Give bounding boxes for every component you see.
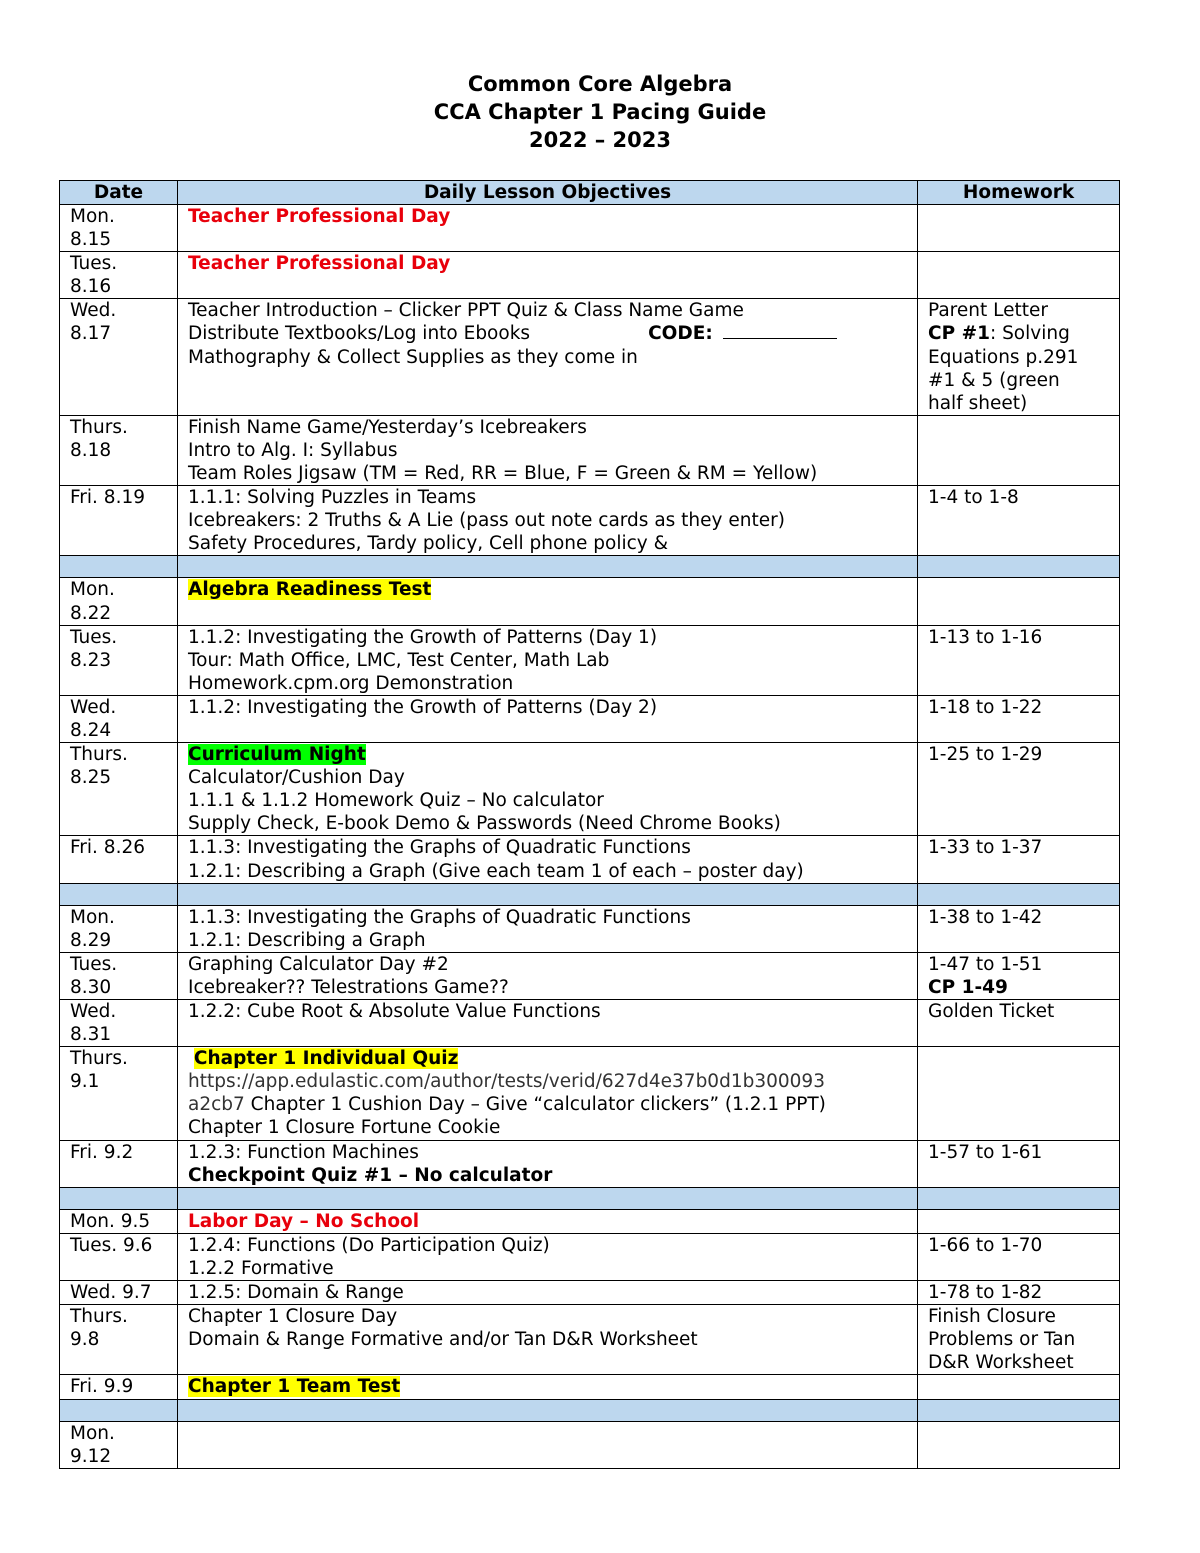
objectives-cell: 1.2.3: Function Machines Checkpoint Quiz #1 – No calculator	[178, 1140, 918, 1187]
table-row	[60, 486, 1120, 556]
table-row	[60, 625, 1120, 695]
objectives-cell: Labor Day – No School	[178, 1209, 918, 1233]
objectives-cell: Algebra Readiness Test	[178, 578, 918, 625]
table-row	[60, 415, 1120, 485]
homework-cell: 1-33 to 1-37	[918, 836, 1120, 883]
objectives-cell: Curriculum Night Calculator/Cushion Day 1.1.1 & 1.1.2 Homework Quiz – No calculator Supply Check, E-book Demo & Passwords (Need Chrome Books)	[178, 743, 918, 836]
school-year: 2022 – 2023	[528, 128, 672, 152]
homework-cell: 1-4 to 1-8	[918, 486, 1120, 556]
date-cell: Fri. 8.19	[60, 486, 178, 556]
date-cell: Fri. 9.9	[60, 1375, 178, 1399]
course-title: Common Core Algebra	[467, 72, 733, 96]
date-cell: Tues. 8.23	[60, 625, 178, 695]
table-row	[60, 1233, 1120, 1280]
column-header-homework: Homework	[918, 181, 1120, 205]
date-cell: Fri. 8.26	[60, 836, 178, 883]
table-row	[60, 1000, 1120, 1047]
table-row	[60, 952, 1120, 999]
objectives-cell: 1.1.2: Investigating the Growth of Patterns (Day 1) Tour: Math Office, LMC, Test Center, Math Lab Homework.cpm.org Demonstration	[178, 625, 918, 695]
objectives-cell: Teacher Professional Day	[178, 252, 918, 299]
document-title	[0, 70, 1200, 154]
date-cell: Thurs. 9.8	[60, 1305, 178, 1375]
quiz-link-continued[interactable]: a2cb7	[188, 1094, 245, 1116]
homework-cell: Golden Ticket	[918, 1000, 1120, 1047]
homework-cell: 1-18 to 1-22	[918, 695, 1120, 742]
column-header-date: Date	[60, 181, 178, 205]
column-header-objectives: Daily Lesson Objectives	[178, 181, 918, 205]
homework-cell: 1-25 to 1-29	[918, 743, 1120, 836]
date-cell: Wed. 8.17	[60, 299, 178, 415]
date-cell: Mon. 9.5	[60, 1209, 178, 1233]
table-row	[60, 1421, 1120, 1468]
table-row	[60, 1209, 1120, 1233]
week-separator-row	[60, 1399, 1120, 1421]
guide-title: CCA Chapter 1 Pacing Guide	[433, 100, 767, 124]
date-cell: Mon. 9.12	[60, 1421, 178, 1468]
table-row	[60, 578, 1120, 625]
week-separator-row	[60, 1187, 1120, 1209]
table-row	[60, 1305, 1120, 1375]
objectives-cell: 1.2.2: Cube Root & Absolute Value Functions	[178, 1000, 918, 1047]
objectives-cell: 1.1.1: Solving Puzzles in Teams Icebreakers: 2 Truths & A Lie (pass out note cards as they enter) Safety Procedures, Tardy policy, Cell phone policy &	[178, 486, 918, 556]
objectives-cell: 1.1.2: Investigating the Growth of Patterns (Day 2)	[178, 695, 918, 742]
date-cell: Wed. 8.31	[60, 1000, 178, 1047]
objectives-cell: 1.2.5: Domain & Range	[178, 1281, 918, 1305]
objectives-cell: Chapter 1 Individual Quiz https://app.edulastic.com/author/tests/verid/627d4e37b0d1b300093 a2cb7 Chapter 1 Cushion Day – Give “calculator clickers” (1.2.1 PPT) Chapter 1 Closure Fortune Cookie	[178, 1047, 918, 1140]
objectives-cell: 1.2.4: Functions (Do Participation Quiz) 1.2.2 Formative	[178, 1233, 918, 1280]
date-cell: Wed. 8.24	[60, 695, 178, 742]
table-row	[60, 205, 1120, 252]
objectives-cell: Chapter 1 Team Test	[178, 1375, 918, 1399]
homework-cell: Parent Letter CP #1: Solving Equations p.291 #1 & 5 (green half sheet)	[918, 299, 1120, 415]
date-cell: Wed. 9.7	[60, 1281, 178, 1305]
table-row	[60, 743, 1120, 836]
date-cell: Tues. 8.30	[60, 952, 178, 999]
objectives-cell: Chapter 1 Closure Day Domain & Range Formative and/or Tan D&R Worksheet	[178, 1305, 918, 1375]
table-header-row	[60, 181, 1120, 205]
objectives-cell	[178, 1421, 918, 1468]
table-row	[60, 836, 1120, 883]
homework-cell	[918, 1209, 1120, 1233]
date-cell: Thurs. 9.1	[60, 1047, 178, 1140]
code-label: CODE:	[648, 323, 713, 345]
date-cell: Fri. 9.2	[60, 1140, 178, 1187]
date-cell: Mon. 8.22	[60, 578, 178, 625]
homework-cell	[918, 1375, 1120, 1399]
homework-cell: 1-66 to 1-70	[918, 1233, 1120, 1280]
homework-cell	[918, 252, 1120, 299]
week-separator-row	[60, 556, 1120, 578]
homework-cell: 1-57 to 1-61	[918, 1140, 1120, 1187]
pacing-table	[59, 180, 1120, 1469]
date-cell: Mon. 8.29	[60, 905, 178, 952]
homework-cell	[918, 415, 1120, 485]
objectives-cell: Graphing Calculator Day #2 Icebreaker?? Telestrations Game??	[178, 952, 918, 999]
homework-cell: 1-78 to 1-82	[918, 1281, 1120, 1305]
objectives-cell: Teacher Introduction – Clicker PPT Quiz & Class Name Game Distribute Textbooks/Log into Ebooks CODE: Mathography & Collect Supplies as they come in	[178, 299, 918, 415]
homework-cell: 1-38 to 1-42	[918, 905, 1120, 952]
week-separator-row	[60, 883, 1120, 905]
objectives-cell: Teacher Professional Day	[178, 205, 918, 252]
date-cell: Tues. 8.16	[60, 252, 178, 299]
homework-cell: Finish Closure Problems or Tan D&R Worksheet	[918, 1305, 1120, 1375]
table-row	[60, 695, 1120, 742]
objectives-cell: 1.1.3: Investigating the Graphs of Quadratic Functions 1.2.1: Describing a Graph	[178, 905, 918, 952]
table-row	[60, 905, 1120, 952]
objectives-cell: Finish Name Game/Yesterday’s Icebreakers Intro to Alg. I: Syllabus Team Roles Jigsaw (TM = Red, RR = Blue, F = Green & RM = Yellow)	[178, 415, 918, 485]
code-blank-line	[723, 322, 837, 339]
quiz-link[interactable]: https://app.edulastic.com/author/tests/verid/627d4e37b0d1b300093	[188, 1071, 825, 1093]
homework-cell	[918, 1421, 1120, 1468]
homework-cell: 1-47 to 1-51 CP 1-49	[918, 952, 1120, 999]
date-cell: Mon. 8.15	[60, 205, 178, 252]
date-cell: Tues. 9.6	[60, 1233, 178, 1280]
homework-cell	[918, 1047, 1120, 1140]
homework-cell	[918, 578, 1120, 625]
table-row	[60, 1047, 1120, 1140]
date-cell: Thurs. 8.25	[60, 743, 178, 836]
table-row	[60, 252, 1120, 299]
table-row	[60, 1375, 1120, 1399]
table-row	[60, 1140, 1120, 1187]
date-cell: Thurs. 8.18	[60, 415, 178, 485]
homework-cell: 1-13 to 1-16	[918, 625, 1120, 695]
table-row	[60, 1281, 1120, 1305]
homework-cell	[918, 205, 1120, 252]
objectives-cell: 1.1.3: Investigating the Graphs of Quadratic Functions 1.2.1: Describing a Graph (Give each team 1 of each – poster day)	[178, 836, 918, 883]
table-row	[60, 299, 1120, 415]
